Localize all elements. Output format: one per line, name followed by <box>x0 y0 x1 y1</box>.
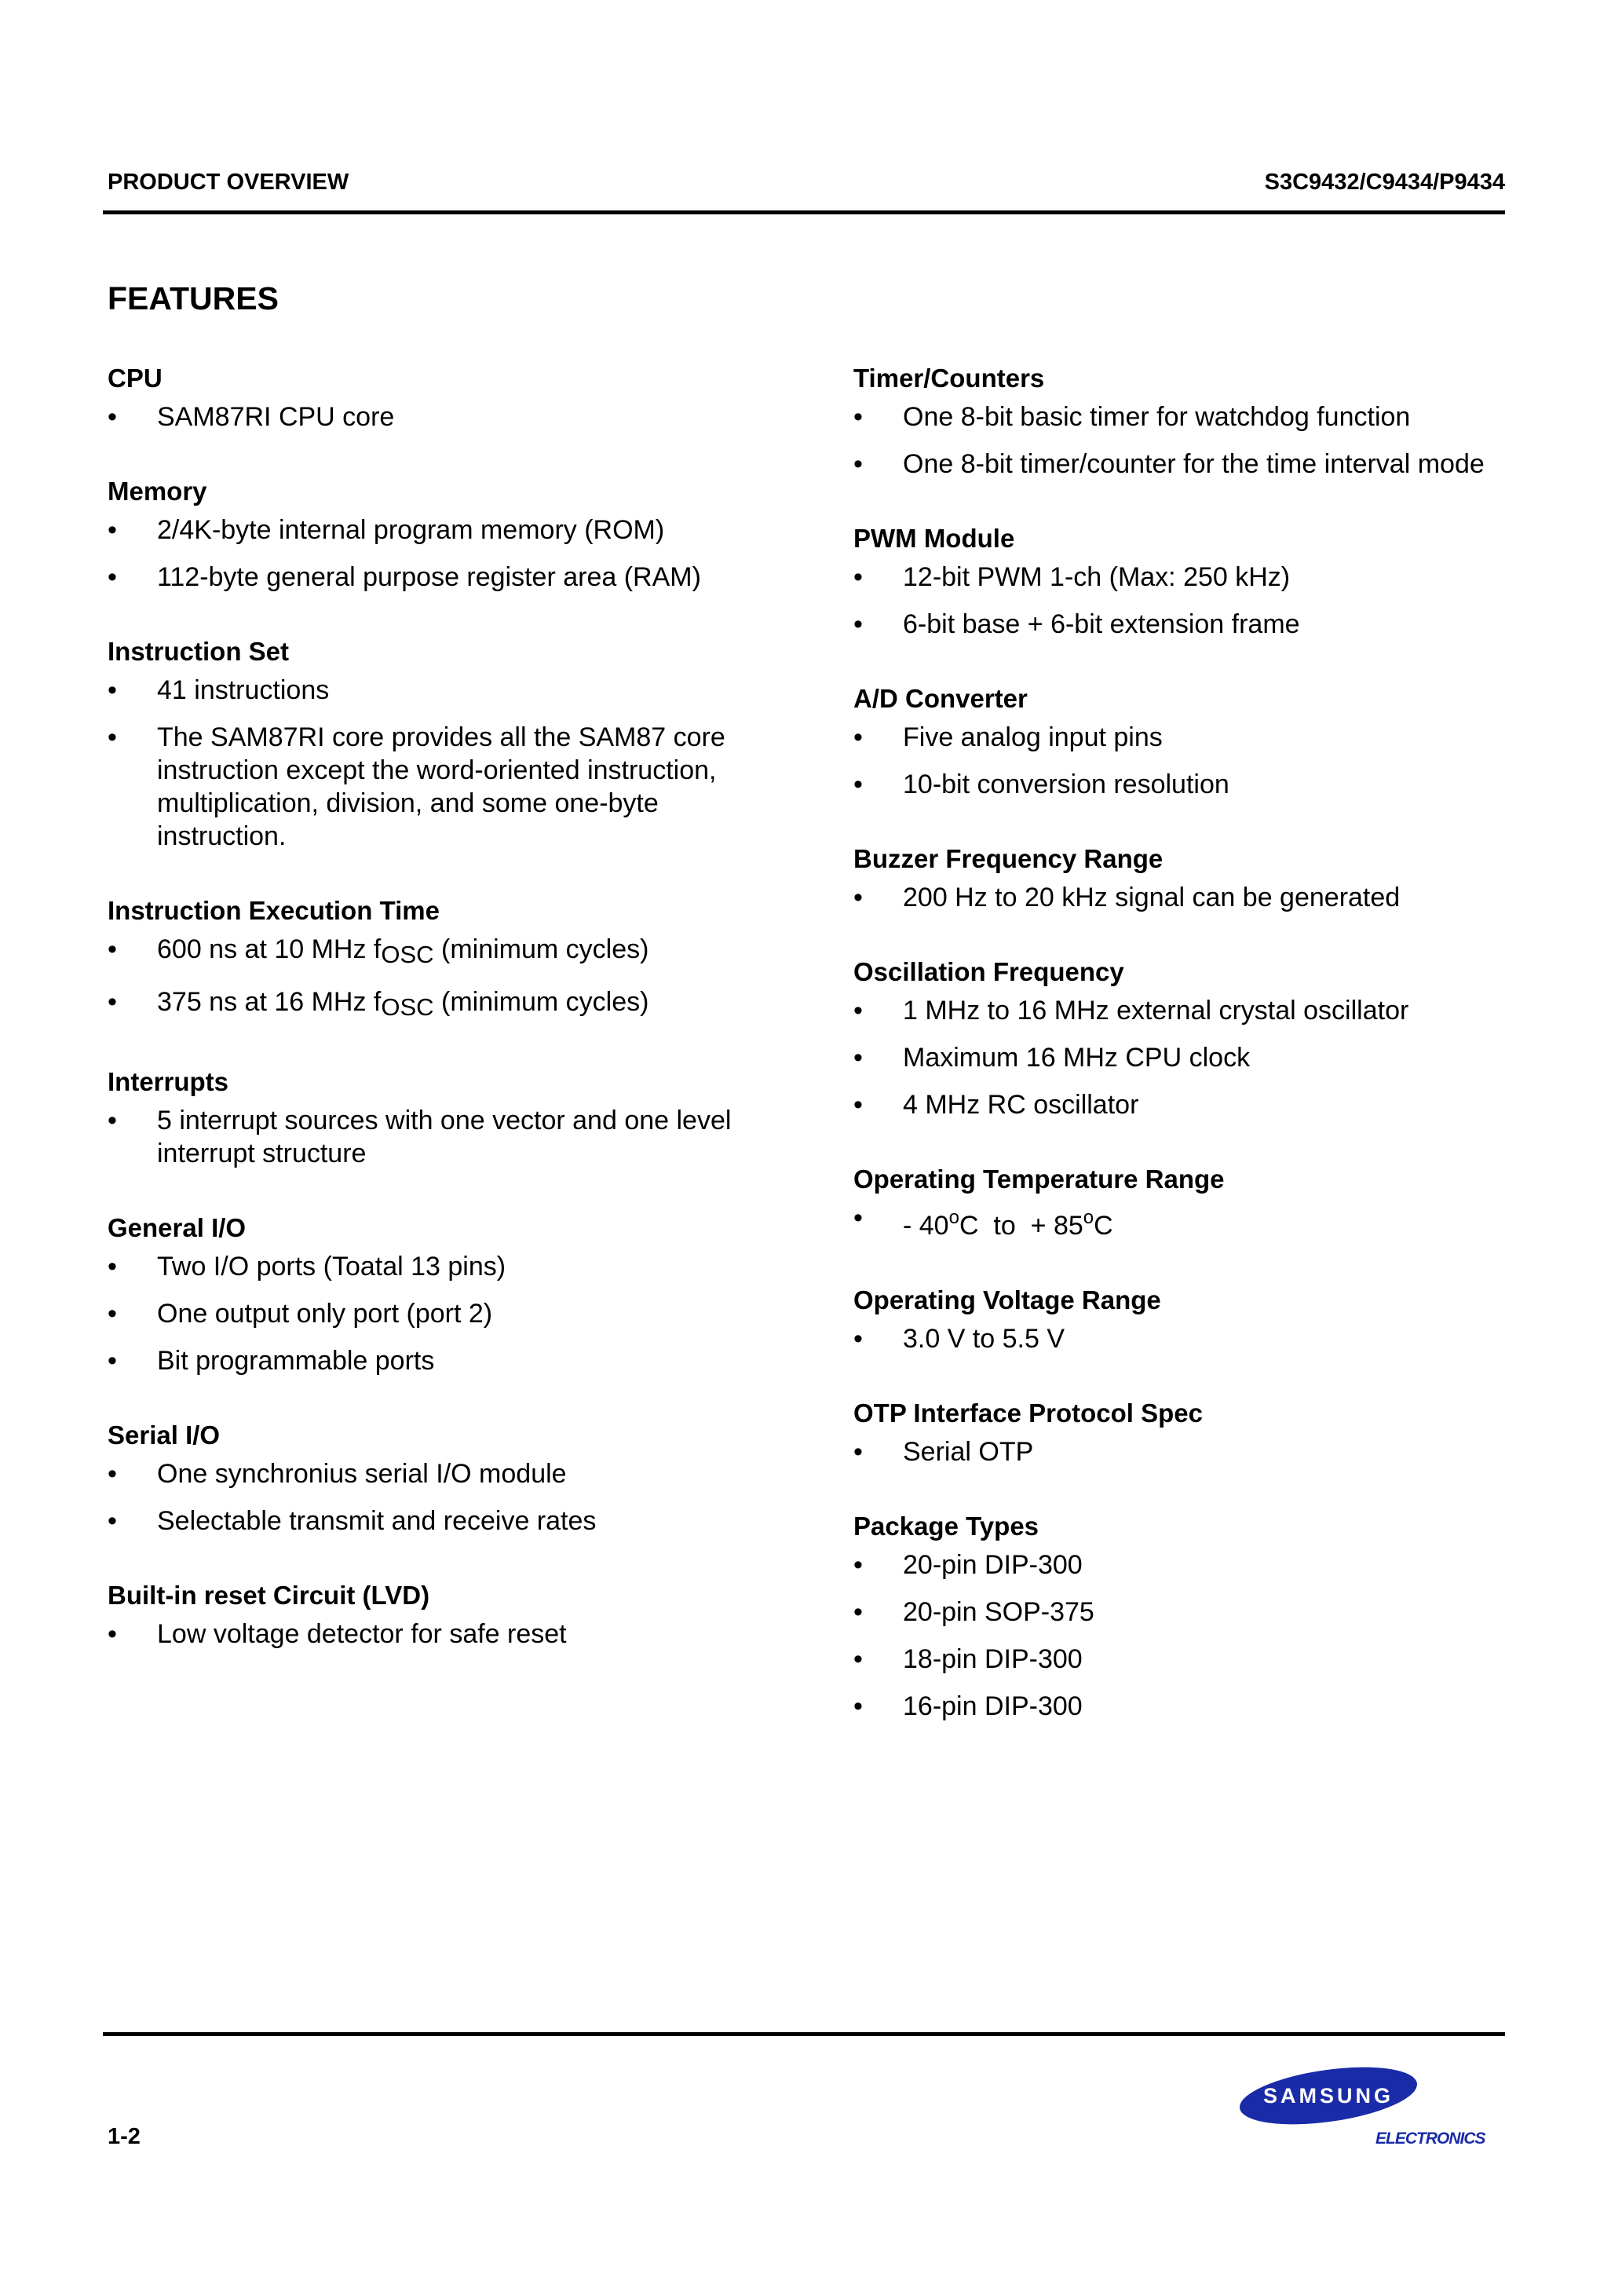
feature-section <box>853 1164 1497 1242</box>
section-title: Serial I/O <box>108 1420 221 1450</box>
bullet-icon: • <box>108 722 117 752</box>
section-title: Buzzer Frequency Range <box>853 844 1164 873</box>
bullet-icon: • <box>108 934 117 964</box>
bullet-icon: • <box>853 1550 863 1580</box>
bullet-icon: • <box>108 1346 117 1376</box>
feature-bullet-item <box>108 1344 751 1377</box>
feature-bullet-item <box>853 1322 1497 1355</box>
feature-bullet-item <box>108 514 751 547</box>
feature-bullet-item <box>853 448 1497 481</box>
feature-section <box>108 1580 751 1651</box>
item-text: 200 Hz to 20 kHz signal can be generated <box>903 883 1401 912</box>
header-section-title: PRODUCT OVERVIEW <box>108 170 349 195</box>
feature-bullet-item <box>853 721 1497 754</box>
bullet-icon: • <box>853 722 863 752</box>
section-title: Oscillation Frequency <box>853 957 1124 986</box>
item-text: 41 instructions <box>157 675 330 705</box>
bullet-icon: • <box>853 770 863 799</box>
item-text: 6-bit base + 6-bit extension frame <box>903 609 1300 639</box>
feature-section <box>853 363 1497 481</box>
feature-bullet-item <box>853 1435 1497 1468</box>
feature-bullet-item <box>853 1041 1497 1074</box>
section-title: Operating Voltage Range <box>853 1285 1161 1314</box>
item-text: 5 interrupt sources with one vector and one level interrupt structure <box>157 1106 732 1168</box>
bullet-icon: • <box>853 1597 863 1627</box>
item-text: 20-pin SOP-375 <box>903 1597 1094 1627</box>
degree-symbol: o <box>948 1207 959 1228</box>
item-text: Serial OTP <box>903 1437 1034 1467</box>
item-text: 12-bit PWM 1-ch (Max: 250 kHz) <box>903 562 1291 592</box>
footer-rule <box>103 2032 1505 2036</box>
feature-section <box>853 1285 1497 1355</box>
item-text: Selectable transmit and receive rates <box>157 1506 597 1536</box>
item-text: C <box>1094 1211 1113 1241</box>
samsung-oval-icon <box>1236 2065 1421 2126</box>
feature-bullet-item <box>108 933 751 971</box>
section-title: Package Types <box>853 1512 1039 1541</box>
feature-bullet-item <box>108 985 751 1024</box>
bullet-icon: • <box>853 1437 863 1467</box>
feature-section <box>853 1398 1497 1468</box>
item-text: One synchronius serial I/O module <box>157 1459 567 1489</box>
bullet-icon: • <box>853 996 863 1026</box>
feature-bullet-item <box>108 1618 751 1651</box>
item-text: 18-pin DIP-300 <box>903 1644 1083 1674</box>
section-title: Operating Temperature Range <box>853 1164 1225 1194</box>
feature-section <box>108 1420 751 1537</box>
feature-bullet-item <box>853 608 1497 641</box>
feature-bullet-item <box>108 400 751 433</box>
feature-bullet-item <box>108 721 751 853</box>
feature-bullet-item <box>853 1643 1497 1676</box>
left-feature-column <box>108 363 751 1665</box>
item-text: 2/4K-byte internal program memory (ROM) <box>157 515 665 545</box>
item-text: Bit programmable ports <box>157 1346 435 1376</box>
feature-bullet-item <box>853 768 1497 801</box>
item-text: 10-bit conversion resolution <box>903 770 1229 799</box>
bullet-icon: • <box>853 1090 863 1120</box>
item-text: Maximum 16 MHz CPU clock <box>903 1043 1251 1073</box>
bullet-icon: • <box>853 1203 863 1233</box>
item-text: 112-byte general purpose register area (RAM) <box>157 562 701 592</box>
section-title: Built-in reset Circuit (LVD) <box>108 1581 430 1610</box>
bullet-icon: • <box>108 987 117 1017</box>
bullet-icon: • <box>853 562 863 592</box>
feature-bullet-item <box>853 1088 1497 1121</box>
feature-bullet-item <box>108 1250 751 1283</box>
bullet-icon: • <box>108 675 117 705</box>
bullet-icon: • <box>108 1459 117 1489</box>
item-text: (minimum cycles) <box>433 987 649 1017</box>
feature-bullet-item <box>853 1201 1497 1242</box>
bullet-icon: • <box>108 515 117 545</box>
feature-section <box>108 1212 751 1377</box>
feature-section <box>853 523 1497 641</box>
item-text: Five analog input pins <box>903 722 1163 752</box>
logo-wordmark: SAMSUNG <box>1262 2084 1394 2108</box>
section-title: Timer/Counters <box>853 364 1045 393</box>
item-text: 1 MHz to 16 MHz external crystal oscillator <box>903 996 1409 1026</box>
section-title: CPU <box>108 364 163 393</box>
feature-bullet-item <box>108 1457 751 1490</box>
feature-bullet-item <box>853 881 1497 914</box>
header-part-numbers: S3C9432/C9434/P9434 <box>1264 170 1505 195</box>
feature-bullet-item <box>108 561 751 594</box>
bullet-icon: • <box>853 1644 863 1674</box>
section-title: Instruction Set <box>108 637 290 666</box>
item-subscript: OSC <box>381 941 434 968</box>
samsung-logo <box>1236 2065 1503 2152</box>
feature-section <box>853 1511 1497 1723</box>
section-title: A/D Converter <box>853 684 1028 713</box>
feature-bullet-item <box>108 1297 751 1330</box>
logo-subtext: ELECTRONICS <box>1375 2130 1485 2148</box>
feature-section <box>853 843 1497 914</box>
bullet-icon: • <box>853 1324 863 1354</box>
feature-bullet-item <box>853 1548 1497 1581</box>
feature-section <box>108 636 751 853</box>
item-text: One 8-bit basic timer for watchdog function <box>903 402 1411 432</box>
header-rule <box>103 210 1505 214</box>
section-title: Instruction Execution Time <box>108 896 440 925</box>
bullet-icon: • <box>853 449 863 479</box>
item-text: One 8-bit timer/counter for the time interval mode <box>903 449 1485 479</box>
feature-bullet-item <box>853 400 1497 433</box>
item-text: 20-pin DIP-300 <box>903 1550 1083 1580</box>
feature-section <box>108 363 751 433</box>
bullet-icon: • <box>108 1252 117 1281</box>
feature-bullet-item <box>853 561 1497 594</box>
item-subscript: OSC <box>381 993 434 1021</box>
page-number: 1-2 <box>108 2124 141 2149</box>
section-title: Memory <box>108 477 207 506</box>
bullet-icon: • <box>853 1691 863 1721</box>
degree-symbol: o <box>1083 1207 1094 1228</box>
item-text: 4 MHz RC oscillator <box>903 1090 1139 1120</box>
item-text: 600 ns at 10 MHz f <box>157 934 382 964</box>
bullet-icon: • <box>108 562 117 592</box>
section-title: General I/O <box>108 1213 247 1242</box>
bullet-icon: • <box>108 1106 117 1135</box>
item-text: The SAM87RI core provides all the SAM87 core instruction except the word-oriented instruction, multiplication, division, and some one-byte instruction. <box>157 722 725 851</box>
item-text: Low voltage detector for safe reset <box>157 1619 567 1649</box>
section-title: Interrupts <box>108 1067 229 1096</box>
item-text: 16-pin DIP-300 <box>903 1691 1083 1721</box>
bullet-icon: • <box>853 402 863 432</box>
bullet-icon: • <box>108 402 117 432</box>
bullet-icon: • <box>108 1299 117 1329</box>
bullet-icon: • <box>108 1619 117 1649</box>
feature-bullet-item <box>853 1596 1497 1629</box>
item-text: - 40 <box>903 1211 949 1241</box>
right-feature-column <box>853 363 1497 1737</box>
feature-bullet-item <box>108 1504 751 1537</box>
section-title: OTP Interface Protocol Spec <box>853 1398 1204 1428</box>
feature-section <box>108 895 751 1024</box>
section-title: PWM Module <box>853 524 1015 553</box>
item-text: C to + 85 <box>959 1211 1083 1241</box>
feature-section <box>853 956 1497 1121</box>
feature-section <box>108 1066 751 1170</box>
bullet-icon: • <box>853 609 863 639</box>
item-text: One output only port (port 2) <box>157 1299 493 1329</box>
bullet-icon: • <box>853 883 863 912</box>
feature-bullet-item <box>108 1104 751 1170</box>
feature-bullet-item <box>853 994 1497 1027</box>
item-text: SAM87RI CPU core <box>157 402 395 432</box>
item-text: Two I/O ports (Toatal 13 pins) <box>157 1252 506 1281</box>
feature-section <box>108 476 751 594</box>
feature-bullet-item <box>108 674 751 707</box>
page-title: FEATURES <box>108 280 279 316</box>
feature-bullet-item <box>853 1690 1497 1723</box>
item-text: 375 ns at 16 MHz f <box>157 987 382 1017</box>
item-text: 3.0 V to 5.5 V <box>903 1324 1065 1354</box>
item-text: (minimum cycles) <box>433 934 649 964</box>
feature-section <box>853 683 1497 801</box>
bullet-icon: • <box>108 1506 117 1536</box>
bullet-icon: • <box>853 1043 863 1073</box>
